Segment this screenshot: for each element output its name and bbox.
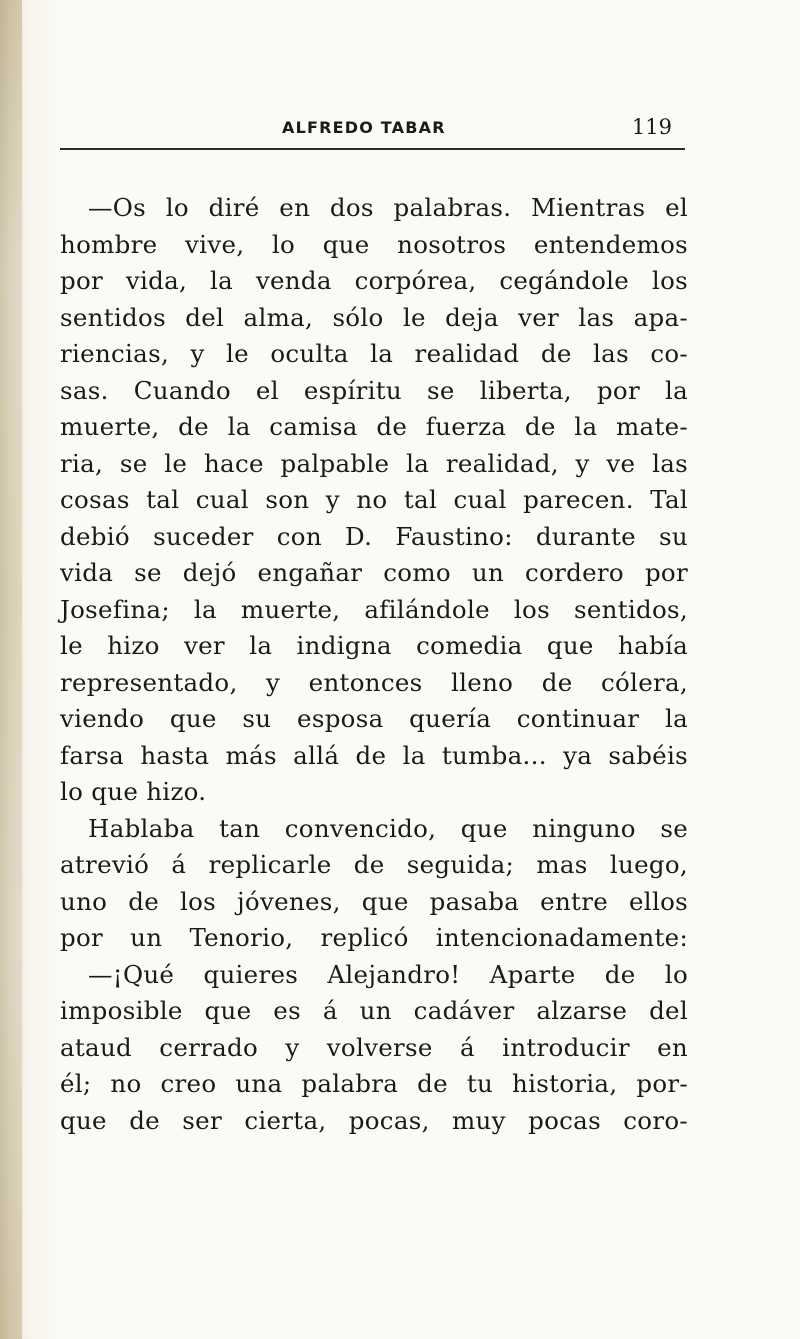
text-line: —¡Qué quieres Alejandro! Aparte de lo bbox=[88, 959, 688, 989]
text-line: ria, se le hace palpable la realidad, y ve las bbox=[60, 448, 688, 478]
text-line: riencias, y le oculta la realidad de las co- bbox=[60, 339, 688, 368]
text-line: muerte, de la camisa de fuerza de la mate- bbox=[60, 412, 688, 441]
text-line: debió suceder con D. Faustino: durante su bbox=[60, 521, 688, 551]
text-line: sentidos del alma, sólo le deja ver las apa- bbox=[60, 302, 688, 332]
text-line: imposible que es á un cadáver alzarse del bbox=[60, 996, 688, 1025]
page-binding-edge bbox=[0, 0, 22, 1339]
text-line: farsa hasta más allá de la tumba... ya sabéis bbox=[60, 740, 688, 770]
text-line: hombre vive, lo que nosotros entendemos bbox=[60, 229, 688, 259]
text-line: por vida, la venda corpórea, cegándole los bbox=[60, 266, 688, 295]
text-line: sas. Cuando el espíritu se liberta, por la bbox=[60, 375, 688, 405]
text-line: le hizo ver la indigna comedia que había bbox=[60, 631, 688, 660]
running-header-author: ALFREDO TABAR bbox=[282, 118, 446, 137]
text-line: uno de los jóvenes, que pasaba entre ellos bbox=[60, 886, 688, 916]
text-line: él; no creo una palabra de tu historia, por- bbox=[60, 1069, 688, 1098]
text-line: que de ser cierta, pocas, muy pocas coro- bbox=[60, 1105, 688, 1135]
text-line: cosas tal cual son y no tal cual parecen. Tal bbox=[60, 485, 688, 514]
text-line: Hablaba tan convencido, que ninguno se bbox=[88, 813, 688, 843]
text-line: vida se dejó engañar como un cordero por bbox=[60, 558, 688, 587]
text-line: viendo que su esposa quería continuar la bbox=[60, 704, 688, 733]
body-text bbox=[60, 190, 688, 1139]
text-line: ataud cerrado y volverse á introducir en bbox=[60, 1032, 688, 1062]
text-line: —Os lo diré en dos palabras. Mientras el bbox=[88, 193, 688, 222]
text-line: representado, y entonces lleno de cólera, bbox=[60, 667, 688, 697]
page-number: 119 bbox=[631, 115, 672, 139]
text-line: por un Tenorio, replicó intencionadamente: bbox=[60, 923, 688, 952]
text-line: lo que hizo. bbox=[60, 777, 207, 806]
text-line: atrevió á replicarle de seguida; mas luego, bbox=[60, 850, 688, 879]
text-line: Josefina; la muerte, afilándole los sentidos, bbox=[60, 594, 688, 624]
running-header bbox=[282, 115, 672, 142]
header-rule bbox=[60, 148, 685, 150]
